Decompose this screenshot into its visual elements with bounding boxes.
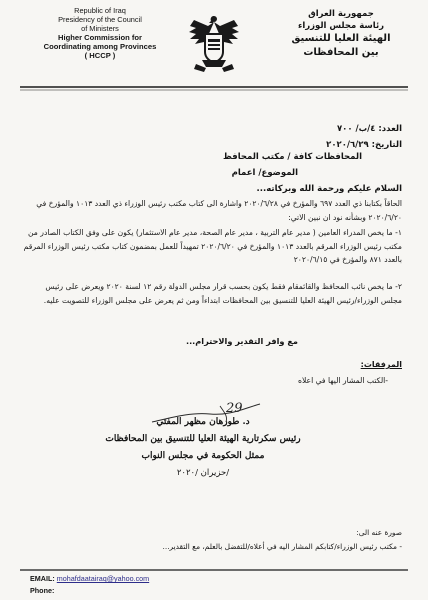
header-ar-line2: رئاسة مجلس الوزراء — [297, 21, 385, 31]
body-paragraph-1: الحاقاً بكتابنا ذي العدد ٦٩٧ والمؤرخ في ٢٠٢٠/٦/٢٨ واشارة الى كتاب مكتب رئيس الوزراء ذي العدد ١٠١٣ والمؤرخ في ٢٠٢٠/٦/٢٠ وبشأنه نود ان نبين الاتي: — [36, 199, 402, 222]
header-ar-line1: جمهورية العراق — [308, 9, 374, 19]
header-separator — [0, 86, 428, 92]
signatory-title-1: رئيس سكرتارية الهيئة العليا للتنسيق بين المحافظات — [105, 434, 301, 444]
body-paragraph-3: ٢- ما يخص نائب المحافظ والقائمقام فقط يكون بحسب قرار مجلس الدولة رقم ١٢ لسنة ٢٠٢٠ ويعرض على رئيس مجلس الوزراء/رئيس الهيئة العليا للتنسيق بين المحافظات ابتداءاً ومن ثم يعرض على مجلس الوزراء للتصويت عليه. — [43, 282, 402, 305]
svg-text:29: 29 — [226, 401, 243, 416]
email-link[interactable]: mohafdaatairaq@yahoo.com — [56, 574, 150, 583]
signature-block — [88, 414, 318, 482]
header-arabic — [276, 8, 406, 60]
signature-date: /حزيران /٢٠٢٠ — [176, 468, 230, 478]
header-en-line6: ( HCCP ) — [84, 51, 116, 60]
header-ar-line4: بين المحافظات — [303, 47, 379, 58]
email-label: EMAIL: — [30, 574, 55, 583]
signatory-title-2: ممثل الحكومة في مجلس النواب — [141, 451, 265, 461]
header-en-line2: Presidency of the Council — [58, 15, 142, 24]
header-en-line5: Coordinating among Provinces — [43, 42, 157, 51]
document-number: العدد: ٤/ب/ ٧٠٠ — [336, 124, 402, 134]
body-paragraph-2: ١- ما يخص المدراء العامين ( مدير عام التربية ، مدير عام الصحة، مدير عام الاستثمار) يكون على وفق الكتاب الصادر من مكتب رئيس الوزراء المرقم بالعدد ١٠١٣ والمؤرخ في ٢٠٢٠/٦/٢٠ تمهيداً للعمل بمضمون كتاب مكتب رئيس الوزراء المرقم بالعدد ٨٧١ والمؤرخ في ٢٠٢٠/٦/١٥ — [23, 228, 402, 264]
document-date: التاريخ: ٢٠٢٠/٦/٢٩ — [326, 140, 402, 150]
header-en-line3: of Ministers — [81, 24, 119, 33]
footer-separator — [0, 568, 428, 572]
phone-label: Phone: — [30, 586, 55, 595]
signatory-name: د. طورهان مظهر المفتي — [156, 417, 250, 427]
closing-line: مع وافر التقدير والاحترام... — [185, 336, 298, 346]
footer-email — [30, 574, 149, 583]
greeting: السلام عليكم ورحمة الله وبركاته... — [256, 184, 402, 194]
cc-item: - مكتب رئيس الوزراء/كتابكم المشار اليه في أعلاه/للتفضل بالعلم، مع التقدير... — [162, 542, 402, 551]
subject: الموضوع/ اعمام — [231, 168, 298, 178]
header-en-line4: Higher Commission for — [58, 33, 142, 42]
header-en-line1: Republic of Iraq — [74, 6, 126, 15]
attachments-heading: المرفقات: — [360, 360, 402, 369]
attachments-item: -الكتب المشار اليها في اعلاه — [298, 376, 388, 385]
footer-phone — [30, 586, 54, 595]
eagle-emblem-icon — [186, 12, 242, 74]
header-english — [30, 6, 170, 60]
header-ar-line3: الهيئة العليا للتنسيق — [291, 33, 391, 44]
recipient: المحافظات كافة / مكتب المحافظ — [223, 152, 362, 162]
cc-heading: صورة عنه الى: — [356, 528, 402, 537]
